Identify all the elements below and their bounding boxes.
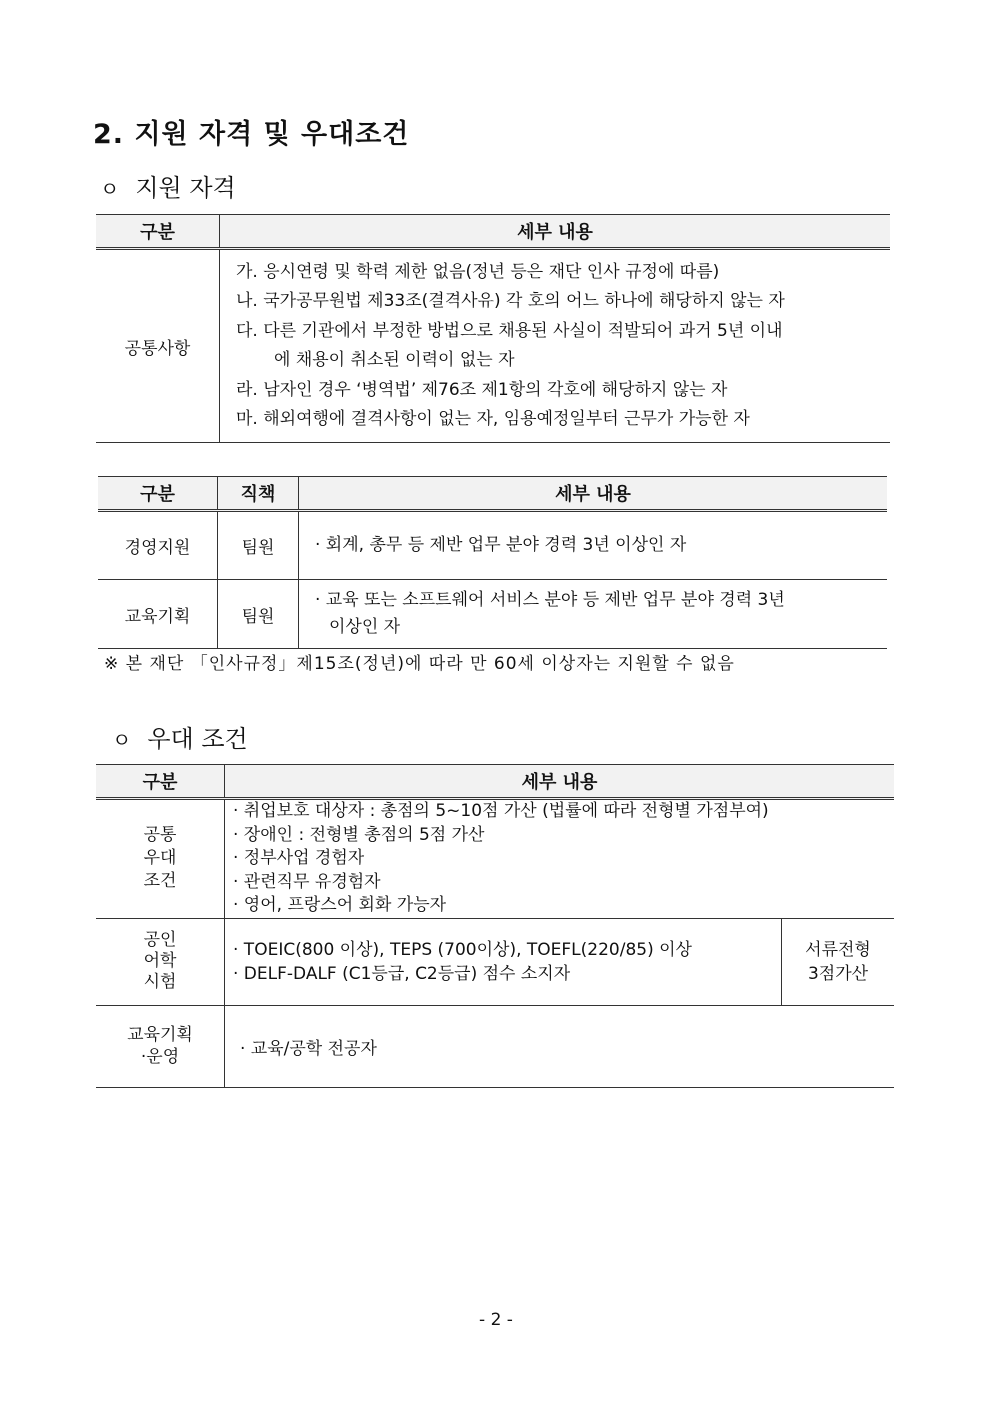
- side-line: 3점가산: [807, 963, 869, 984]
- detail-line: 가. 응시연령 및 학력 제한 없음(정년 등은 재단 인사 규정에 따름): [236, 261, 720, 282]
- detail-line: · 취업보호 대상자 : 총점의 5~10점 가산 (법률에 따라 전형별 가점부여): [233, 801, 769, 821]
- row-label: [96, 918, 225, 1005]
- detail-cell: [299, 580, 888, 649]
- detail-cell: [225, 1005, 895, 1087]
- side-cell: [782, 918, 895, 1005]
- label-line: 공인: [143, 930, 177, 950]
- detail-cell: [220, 249, 891, 443]
- header-category: 구분: [96, 765, 225, 799]
- subsection-title: 지원 자격: [135, 174, 236, 202]
- subsection-preference: [112, 719, 248, 754]
- detail-line: 이상인 자: [329, 617, 401, 637]
- side-line: 서류전형: [805, 939, 871, 960]
- label-line: 우대: [143, 848, 177, 869]
- detail-line: · TOEIC(800 이상), TEPS (700이상), TOEFL(220/85) 이상: [233, 939, 692, 960]
- detail-line: · 장애인 : 전형별 총점의 5점 가산: [233, 824, 485, 845]
- detail-line: 에 채용이 취소된 이력이 없는 자: [274, 350, 515, 370]
- category-cell: 교육기획: [98, 580, 218, 649]
- row-label: 공통사항: [96, 249, 220, 443]
- bullet-icon: ㅇ: [100, 177, 120, 201]
- subsection-title: 우대 조건: [147, 725, 248, 753]
- detail-line: 다. 다른 기관에서 부정한 방법으로 채용된 사실이 적발되어 과거 5년 이내: [236, 320, 783, 341]
- position-cell: 팀원: [218, 580, 299, 649]
- header-detail: 세부 내용: [299, 477, 888, 511]
- table-row: [96, 1005, 894, 1087]
- detail-cell: [225, 799, 895, 919]
- position-cell: 팀원: [218, 511, 299, 580]
- detail-cell: [299, 511, 888, 580]
- detail-line: 라. 남자인 경우 ‘병역법’ 제76조 제1항의 각호에 해당하지 않는 자: [236, 379, 728, 400]
- label-line: 공통: [143, 825, 177, 846]
- header-position: 직책: [218, 477, 299, 511]
- detail-line: · 영어, 프랑스어 회화 가능자: [233, 895, 447, 915]
- detail-cell: [225, 918, 782, 1005]
- header-category: 구분: [98, 477, 218, 511]
- detail-line: · 회계, 총무 등 제반 업무 분야 경력 3년 이상인 자: [315, 534, 687, 555]
- bullet-icon: ㅇ: [112, 728, 132, 752]
- label-line: 시험: [143, 972, 177, 992]
- detail-line: · 관련직무 유경험자: [233, 871, 381, 892]
- preference-table: [96, 764, 894, 1088]
- position-table: [98, 476, 887, 649]
- table-row: [96, 918, 894, 1005]
- table-row: [96, 799, 894, 919]
- row-label: [96, 1005, 225, 1087]
- detail-line: · DELF-DALF (C1등급, C2등급) 점수 소지자: [233, 963, 571, 984]
- label-line: 어학: [143, 951, 177, 971]
- detail-line: 마. 해외여행에 결격사항이 없는 자, 임용예정일부터 근무가 가능한 자: [236, 409, 750, 429]
- section-title: 2. 지원 자격 및 우대조건: [93, 119, 410, 150]
- note-text: ※ 본 재단 「인사규정」제15조(정년)에 따라 만 60세 이상자는 지원할 수 없음: [104, 654, 735, 674]
- label-line: ·운영: [140, 1047, 180, 1067]
- header-detail: 세부 내용: [225, 765, 895, 799]
- detail-line: 나. 국가공무원법 제33조(결격사유) 각 호의 어느 하나에 해당하지 않는 자: [236, 291, 785, 311]
- category-cell: 경영지원: [98, 511, 218, 580]
- page-number: - 2 -: [479, 1310, 513, 1330]
- label-line: 교육기획: [127, 1025, 193, 1045]
- detail-line: · 교육/공학 전공자: [240, 1038, 377, 1059]
- detail-line: · 교육 또는 소프트웨어 서비스 분야 등 제반 업무 분야 경력 3년: [315, 590, 785, 610]
- row-label: [96, 799, 225, 919]
- header-category: 구분: [96, 215, 220, 249]
- subsection-qualification: [100, 168, 236, 203]
- label-line: 조건: [143, 871, 177, 892]
- qualification-table: [96, 214, 890, 443]
- detail-line: · 정부사업 경험자: [233, 848, 365, 868]
- table-row: [98, 580, 887, 649]
- header-detail: 세부 내용: [220, 215, 891, 249]
- table-row: [98, 511, 887, 580]
